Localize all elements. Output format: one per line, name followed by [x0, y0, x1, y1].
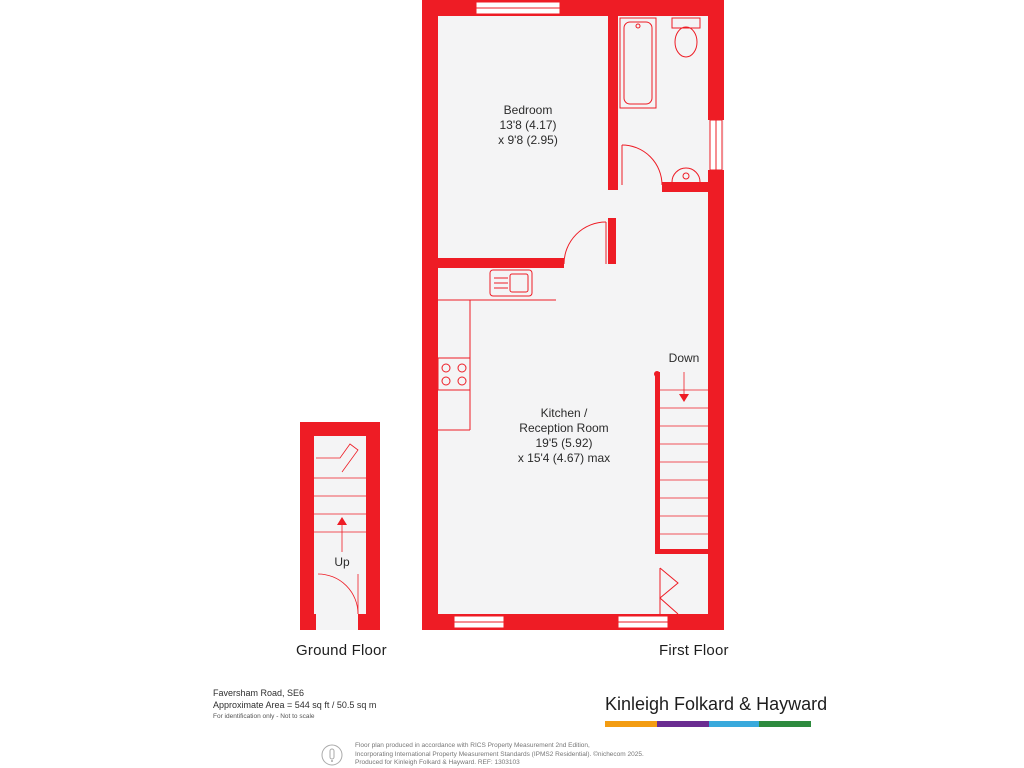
- kitchen-dim-1: 19'5 (5.92): [535, 436, 593, 450]
- stairs-down-label: Down: [668, 351, 700, 365]
- brand-bar-green: [759, 721, 811, 727]
- kitchen-name-2: Reception Room: [519, 421, 609, 435]
- footnote-line-3: Produced for Kinleigh Folkard & Hayward. REF: 1303103: [355, 759, 520, 767]
- brand-bar-orange: [605, 721, 657, 727]
- bedroom-name: Bedroom: [503, 103, 553, 117]
- brand-bar-purple: [657, 721, 709, 727]
- address: Faversham Road, SE6: [213, 688, 305, 698]
- brand-name: Kinleigh Folkard & Hayward: [605, 694, 828, 714]
- property-info: [213, 687, 376, 723]
- footnote: [355, 742, 644, 768]
- bedroom-dim-2: x 9'8 (2.95): [498, 133, 558, 147]
- approximate-area: Approximate Area = 544 sq ft / 50.5 sq m: [213, 700, 377, 710]
- ground-floor-plan: [300, 422, 380, 630]
- stairs-up-label: Up: [334, 555, 350, 569]
- first-floor-label: First Floor: [659, 642, 729, 659]
- kitchen-dim-2: x 15'4 (4.67) max: [517, 451, 611, 465]
- ground-floor-label: Ground Floor: [296, 642, 387, 659]
- disclaimer: For identification only - Not to scale: [213, 713, 315, 720]
- brand-bar-blue: [709, 721, 759, 727]
- kitchen-name-1: Kitchen /: [540, 406, 588, 420]
- floor-fill: [422, 0, 724, 630]
- footnote-line-1: Floor plan produced in accordance with RICS Property Measurement 2nd Edition,: [355, 742, 590, 749]
- stair-marker: [654, 371, 660, 377]
- footnote-line-2: Incorporating International Property Measurement Standards (IPMS2 Residential). ©nichecom 2025.: [355, 750, 644, 758]
- first-floor-plan: [422, 0, 724, 630]
- bedroom-dim-1: 13'8 (4.17): [499, 118, 557, 132]
- nichecom-logo-icon: [321, 744, 343, 766]
